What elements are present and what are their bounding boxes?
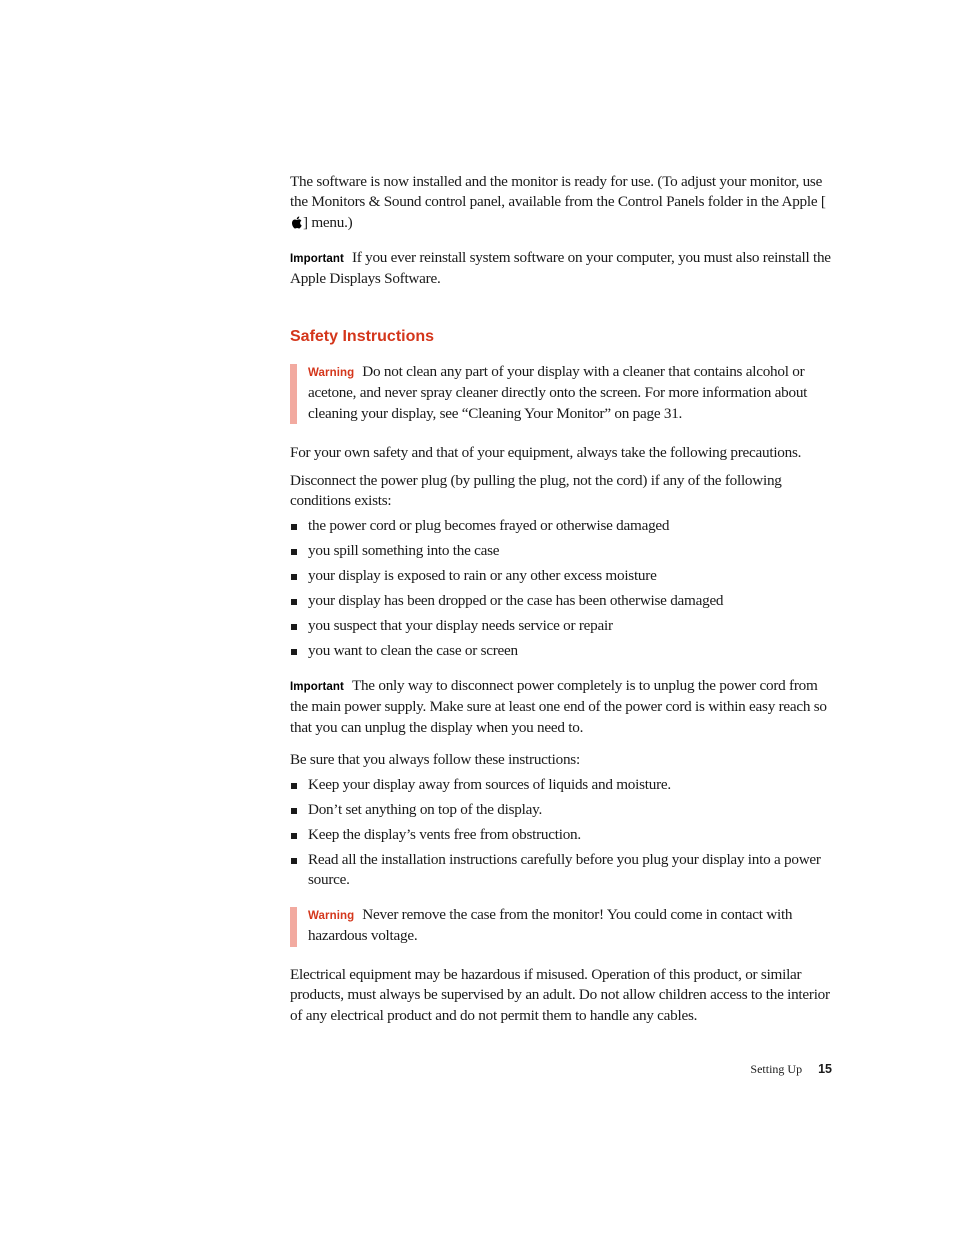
electrical-text: Electrical equipment may be hazardous if misused. Operation of this product, or similar products, must always be supervised by an adult. Do not allow children access to the interior of any electrical product and do not permit them to handle any cables.: [290, 966, 830, 1024]
square-bullet-icon: [291, 833, 297, 839]
instructions-paragraph: [290, 750, 835, 770]
square-bullet-icon: [291, 599, 297, 605]
disconnect-text: Disconnect the power plug (by pulling the plug, not the cord) if any of the following conditions exists:: [290, 472, 782, 510]
list-item: you suspect that your display needs service or repair: [290, 616, 830, 636]
warning-bar: [290, 907, 297, 947]
square-bullet-icon: [291, 649, 297, 655]
disconnect-paragraph: [290, 471, 835, 512]
list-item: you spill something into the case: [290, 541, 830, 561]
important-text: The only way to disconnect power completely is to unplug the power cord from the main power supply. Make sure at least one end of the power cord is within easy reach so that you can unplug the display when you need to.: [290, 677, 827, 736]
apple-logo-icon: [291, 216, 302, 229]
important-label: Important: [290, 253, 344, 265]
important-note-2: [290, 676, 835, 738]
footer-section: Setting Up: [750, 1062, 803, 1076]
precautions-text: For your own safety and that of your equipment, always take the following precautions.: [290, 444, 802, 461]
precautions-paragraph: [290, 443, 835, 463]
page-number: 15: [818, 1062, 832, 1076]
warning-bar: [290, 364, 297, 424]
square-bullet-icon: [291, 808, 297, 814]
square-bullet-icon: [291, 858, 297, 864]
warning-label: Warning: [308, 910, 355, 922]
page-footer: [750, 1062, 832, 1077]
list-item: Keep the display’s vents free from obstruction.: [290, 825, 830, 845]
list-item: Read all the installation instructions carefully before you plug your display into a power source.: [290, 850, 830, 891]
list-item: your display has been dropped or the case has been otherwise damaged: [290, 591, 830, 611]
list-item: your display is exposed to rain or any other excess moisture: [290, 566, 830, 586]
important-note-1: [290, 248, 835, 290]
square-bullet-icon: [291, 783, 297, 789]
instructions-list: [290, 775, 830, 895]
intro-text-part1: The software is now installed and the monitor is ready for use. (To adjust your monitor, use the Monitors & Sound control panel, available from the Control Panels folder in the Apple [: [290, 173, 826, 211]
list-item: you want to clean the case or screen: [290, 641, 830, 661]
instructions-intro-text: Be sure that you always follow these instructions:: [290, 751, 580, 768]
warning-box-1: [290, 362, 830, 424]
square-bullet-icon: [291, 574, 297, 580]
conditions-list: [290, 516, 830, 666]
important-label: Important: [290, 681, 344, 693]
square-bullet-icon: [291, 624, 297, 630]
square-bullet-icon: [291, 524, 297, 530]
list-item: the power cord or plug becomes frayed or otherwise damaged: [290, 516, 830, 536]
warning-label: Warning: [308, 367, 355, 379]
list-item: Keep your display away from sources of liquids and moisture.: [290, 775, 830, 795]
warning-text: Never remove the case from the monitor! You could come in contact with hazardous voltage.: [308, 906, 793, 945]
list-item: Don’t set anything on top of the display.: [290, 800, 830, 820]
warning-box-2: [290, 905, 830, 947]
intro-paragraph: [290, 172, 835, 233]
electrical-paragraph: [290, 965, 835, 1026]
intro-text-part2: ] menu.): [303, 213, 353, 231]
square-bullet-icon: [291, 549, 297, 555]
warning-text: Do not clean any part of your display with a cleaner that contains alcohol or acetone, and never spray cleaner directly onto the screen. For more information about cleaning your display, see “Cleaning Your Monitor” on page 31.: [308, 363, 808, 422]
section-heading: Safety Instructions: [290, 328, 435, 345]
important-text: If you ever reinstall system software on your computer, you must also reinstall the Apple Displays Software.: [290, 249, 831, 288]
